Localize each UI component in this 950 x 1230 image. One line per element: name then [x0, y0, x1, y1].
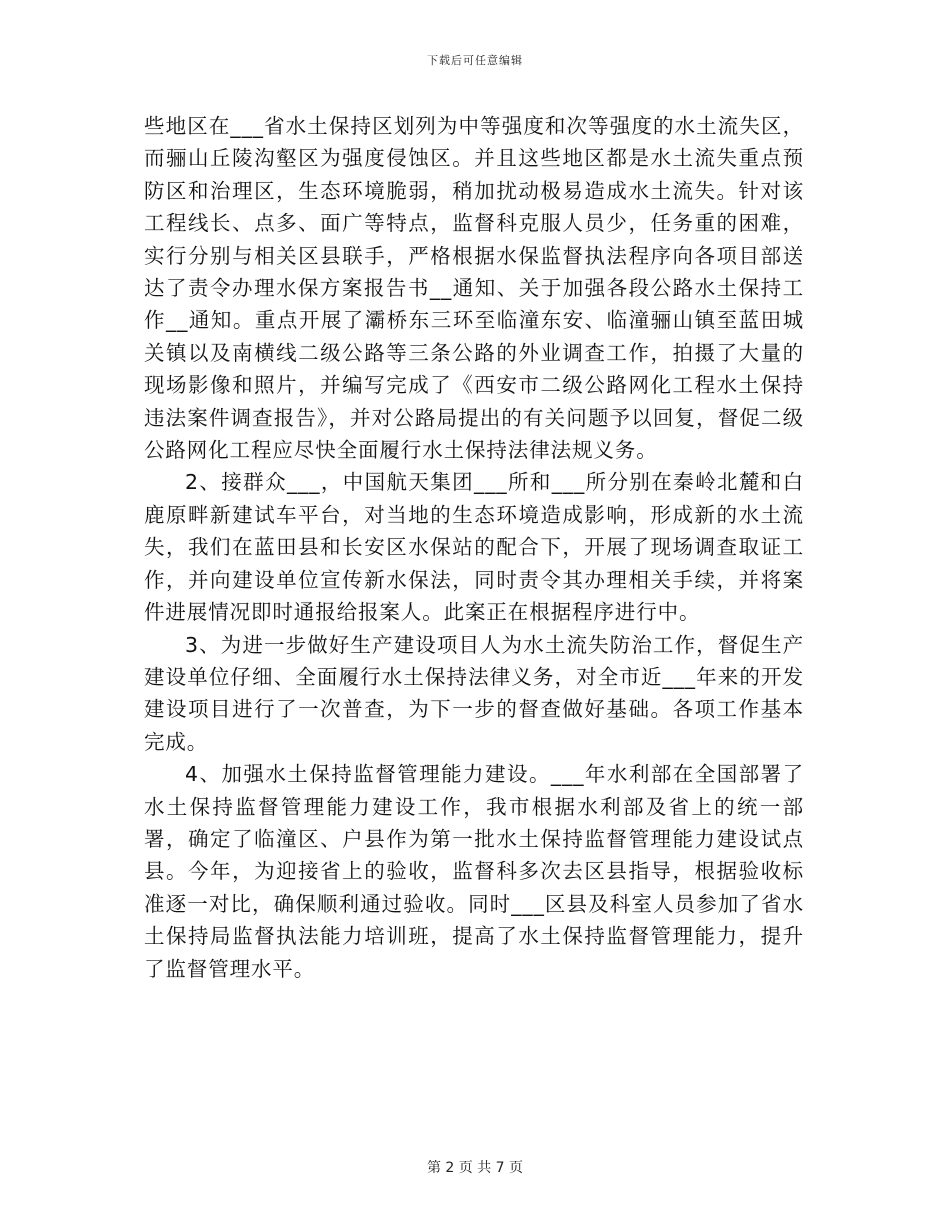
page-number: 第 2 页 共 7 页 [426, 1160, 524, 1176]
document-body [144, 110, 804, 985]
paragraph-item-4: 4、加强水土保持监督管理能力建设。___年水利部在全国部署了水土保持监督管理能力建设工作，我市根据水利部及省上的统一部署，确定了临潼区、户县作为第一批水土保持监督管理能力建设试点县。今年，为迎接省上的验收，监督科多次去区县指导，根据验收标准逐一对比，确保顺利通过验收。同时___区县及科室人员参加了省水土保持局监督执法能力培训班，提高了水土保持监督管理能力，提升了监督管理水平。 [144, 762, 804, 981]
paragraph-item-3: 3、为进一步做好生产建设项目人为水土流失防治工作，督促生产建设单位仔细、全面履行水土保持法律义务，对全市近___年来的开发建设项目进行了一次普查，为下一步的督查做好基础。各项工作基本完成。 [144, 632, 804, 754]
page-header-note: 下载后可任意编辑 [427, 54, 523, 67]
paragraph-item-2: 2、接群众___，中国航天集团___所和___所分别在秦岭北麓和白鹿原畔新建试车平台，对当地的生态环境造成影响，形成新的水土流失，我们在蓝田县和长安区水保站的配合下，开展了现场调查取证工作，并向建设单位宣传新水保法，同时责令其办理相关手续，并将案件进展情况即时通报给报案人。此案正在根据程序进行中。 [144, 470, 804, 625]
paragraph-continuation: 些地区在___省水土保持区划列为中等强度和次等强度的水土流失区，而骊山丘陵沟壑区为强度侵蚀区。并且这些地区都是水土流失重点预防区和治理区，生态环境脆弱，稍加扰动极易造成水土流失。针对该工程线长、点多、面广等特点，监督科克服人员少，任务重的困难，实行分别与相关区县联手，严格根据水保监督执法程序向各项目部送达了责令办理水保方案报告书__通知、关于加强各段公路水土保持工作__通知。重点开展了灞桥东三环至临潼东安、临潼骊山镇至蓝田城关镇以及南横线二级公路等三条公路的外业调查工作，拍摄了大量的现场影像和照片，并编写完成了《西安市二级公路网化工程水土保持违法案件调查报告》，并对公路局提出的有关问题予以回复，督促二级公路网化工程应尽快全面履行水土保持法律法规义务。 [144, 114, 804, 463]
